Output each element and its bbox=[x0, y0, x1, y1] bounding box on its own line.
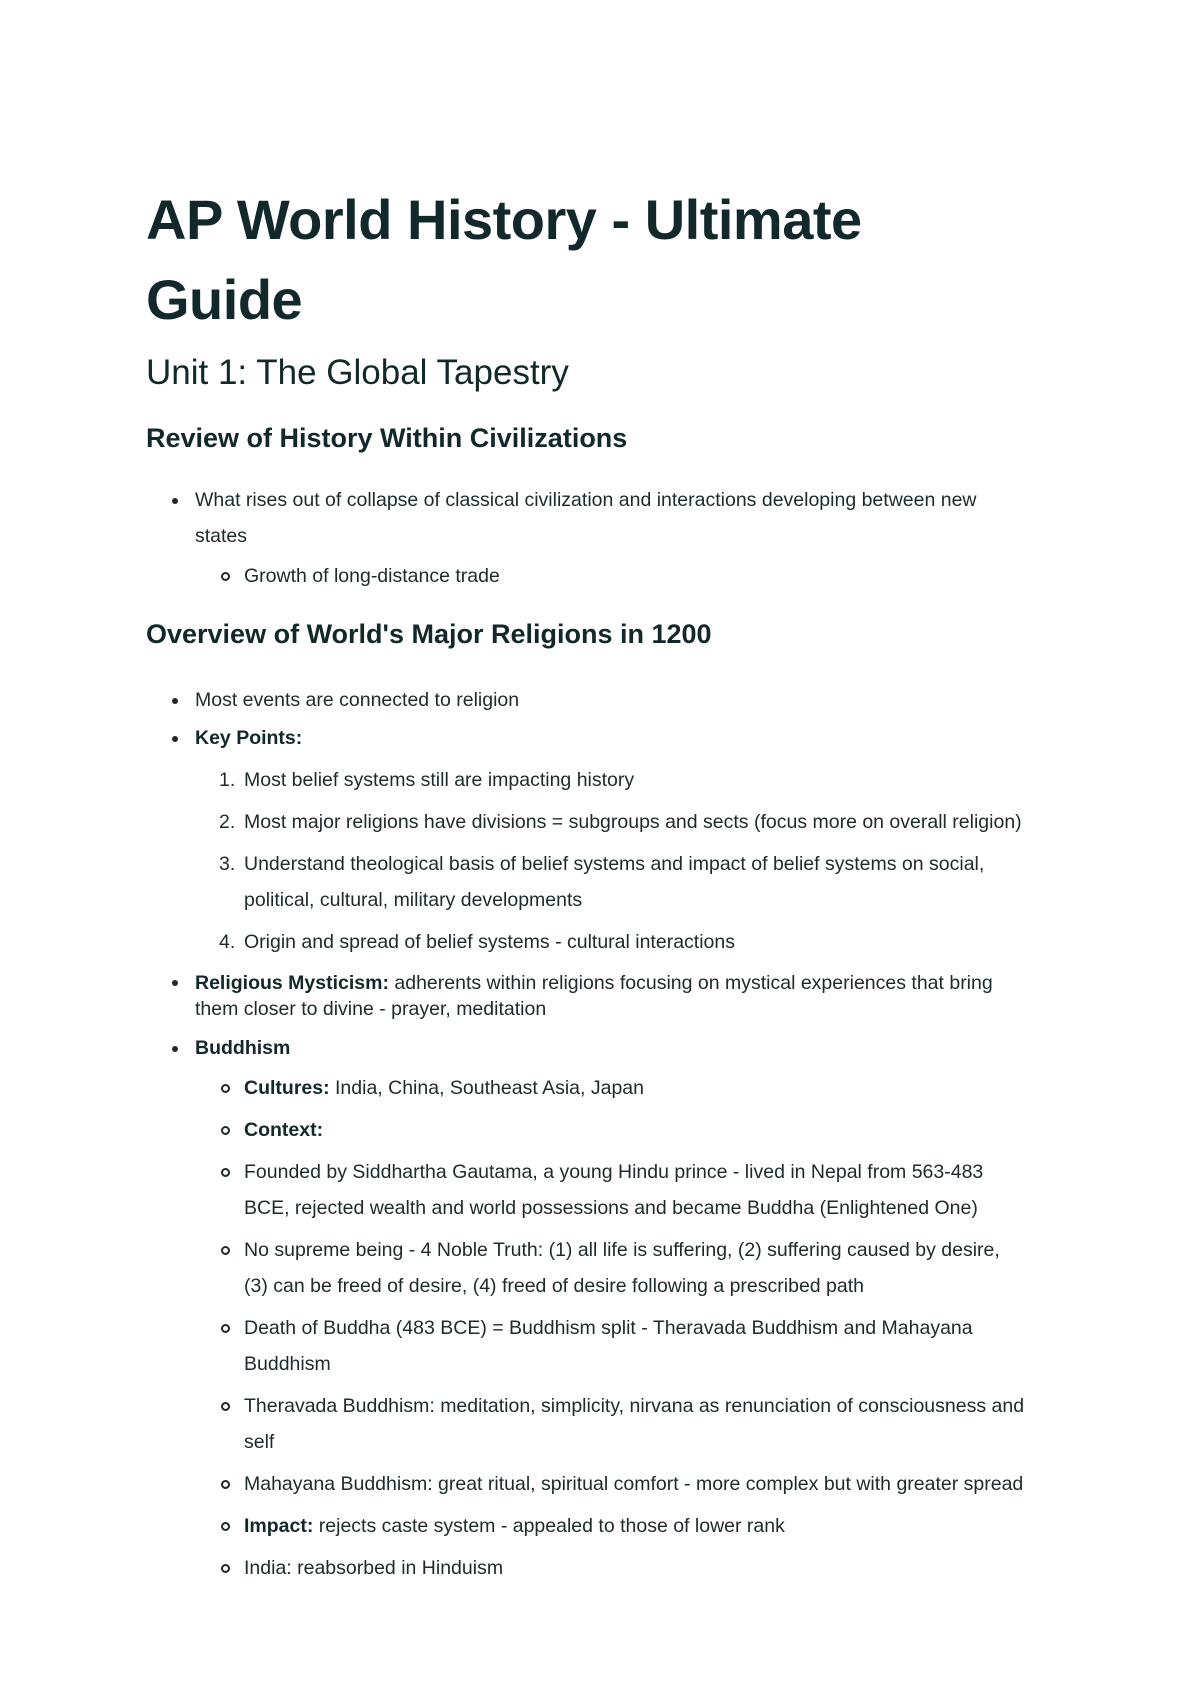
mysticism-text: adherents within religions focusing on mystical experiences that bring them closer to divine - prayer, meditation bbox=[195, 972, 993, 1020]
list-item-text: What rises out of collapse of classical civilization and interactions developing between new states bbox=[195, 489, 977, 547]
sub-list-item bbox=[195, 1112, 1026, 1148]
sub-list-item-text: Death of Buddha (483 BCE) = Buddhism split - Theravada Buddhism and Mahayana Buddhism bbox=[244, 1317, 973, 1375]
list-item-text: Most events are connected to religion bbox=[195, 689, 520, 711]
religions-list bbox=[146, 682, 1026, 1586]
document-title: AP World History - Ultimate Guide bbox=[146, 188, 862, 331]
key-points-list bbox=[195, 762, 1026, 960]
sub-list-item-text: No supreme being - 4 Noble Truth: (1) all life is suffering, (2) suffering caused by desire, (3) can be freed of desire, (4) freed of desire following a prescribed path bbox=[244, 1239, 1000, 1297]
list-item-key-points bbox=[146, 720, 1026, 960]
section-heading-religions: Overview of World's Major Religions in 1200 bbox=[146, 619, 712, 649]
mysticism-label: Religious Mysticism: bbox=[195, 972, 389, 994]
key-point-item bbox=[195, 924, 1026, 960]
key-point-number: 2. bbox=[219, 811, 236, 833]
cultures-label: Cultures: bbox=[244, 1077, 330, 1099]
section-heading-review: Review of History Within Civilizations bbox=[146, 423, 628, 453]
review-list bbox=[146, 482, 1026, 594]
key-point-item bbox=[195, 804, 1026, 840]
unit-title: Unit 1: The Global Tapestry bbox=[146, 353, 569, 392]
list-item bbox=[146, 682, 1026, 718]
key-point-number: 4. bbox=[219, 931, 236, 953]
list-item bbox=[146, 482, 1026, 594]
sub-list-item-text: India: reabsorbed in Hinduism bbox=[244, 1557, 504, 1579]
sub-list-item-text: Theravada Buddhism: meditation, simplicity, nirvana as renunciation of consciousness and self bbox=[244, 1395, 1025, 1453]
sub-list bbox=[195, 558, 1026, 594]
sub-list-item bbox=[195, 1388, 1026, 1460]
impact-text: rejects caste system - appealed to those of lower rank bbox=[313, 1515, 785, 1537]
sub-list-item bbox=[195, 1550, 1026, 1586]
key-point-number: 3. bbox=[219, 853, 236, 875]
sub-list-item-text: Growth of long-distance trade bbox=[244, 565, 500, 587]
key-point-text: Most major religions have divisions = subgroups and sects (focus more on overall religion) bbox=[244, 811, 1022, 833]
list-item-buddhism bbox=[146, 1030, 1026, 1586]
sub-list-item bbox=[195, 1070, 1026, 1106]
sub-list-item bbox=[195, 558, 1026, 594]
context-label: Context: bbox=[244, 1119, 324, 1141]
buddhism-sub-list bbox=[195, 1070, 1026, 1586]
key-points-label: Key Points: bbox=[195, 727, 303, 749]
impact-label: Impact: bbox=[244, 1515, 314, 1537]
key-point-text: Most belief systems still are impacting history bbox=[244, 769, 635, 791]
key-point-number: 1. bbox=[219, 769, 236, 791]
sub-list-item-text: Founded by Siddhartha Gautama, a young Hindu prince - lived in Nepal from 563-483 BCE, rejected wealth and world possessions and became Buddha (Enlightened One) bbox=[244, 1161, 984, 1219]
key-point-text: Origin and spread of belief systems - cultural interactions bbox=[244, 931, 735, 953]
key-point-text: Understand theological basis of belief systems and impact of belief systems on social, political, cultural, military developments bbox=[244, 853, 985, 911]
sub-list-item-text: Mahayana Buddhism: great ritual, spiritual comfort - more complex but with greater spread bbox=[244, 1473, 1024, 1495]
sub-list-item bbox=[195, 1232, 1026, 1304]
cultures-text: India, China, Southeast Asia, Japan bbox=[329, 1077, 644, 1099]
sub-list-item bbox=[195, 1466, 1026, 1502]
key-point-item bbox=[195, 762, 1026, 798]
sub-list-item bbox=[195, 1310, 1026, 1382]
key-point-item bbox=[195, 846, 1026, 918]
buddhism-label: Buddhism bbox=[195, 1037, 291, 1059]
list-item-mysticism bbox=[146, 966, 1026, 1028]
document-page bbox=[146, 180, 1026, 1592]
sub-list-item bbox=[195, 1154, 1026, 1226]
sub-list-item bbox=[195, 1508, 1026, 1544]
